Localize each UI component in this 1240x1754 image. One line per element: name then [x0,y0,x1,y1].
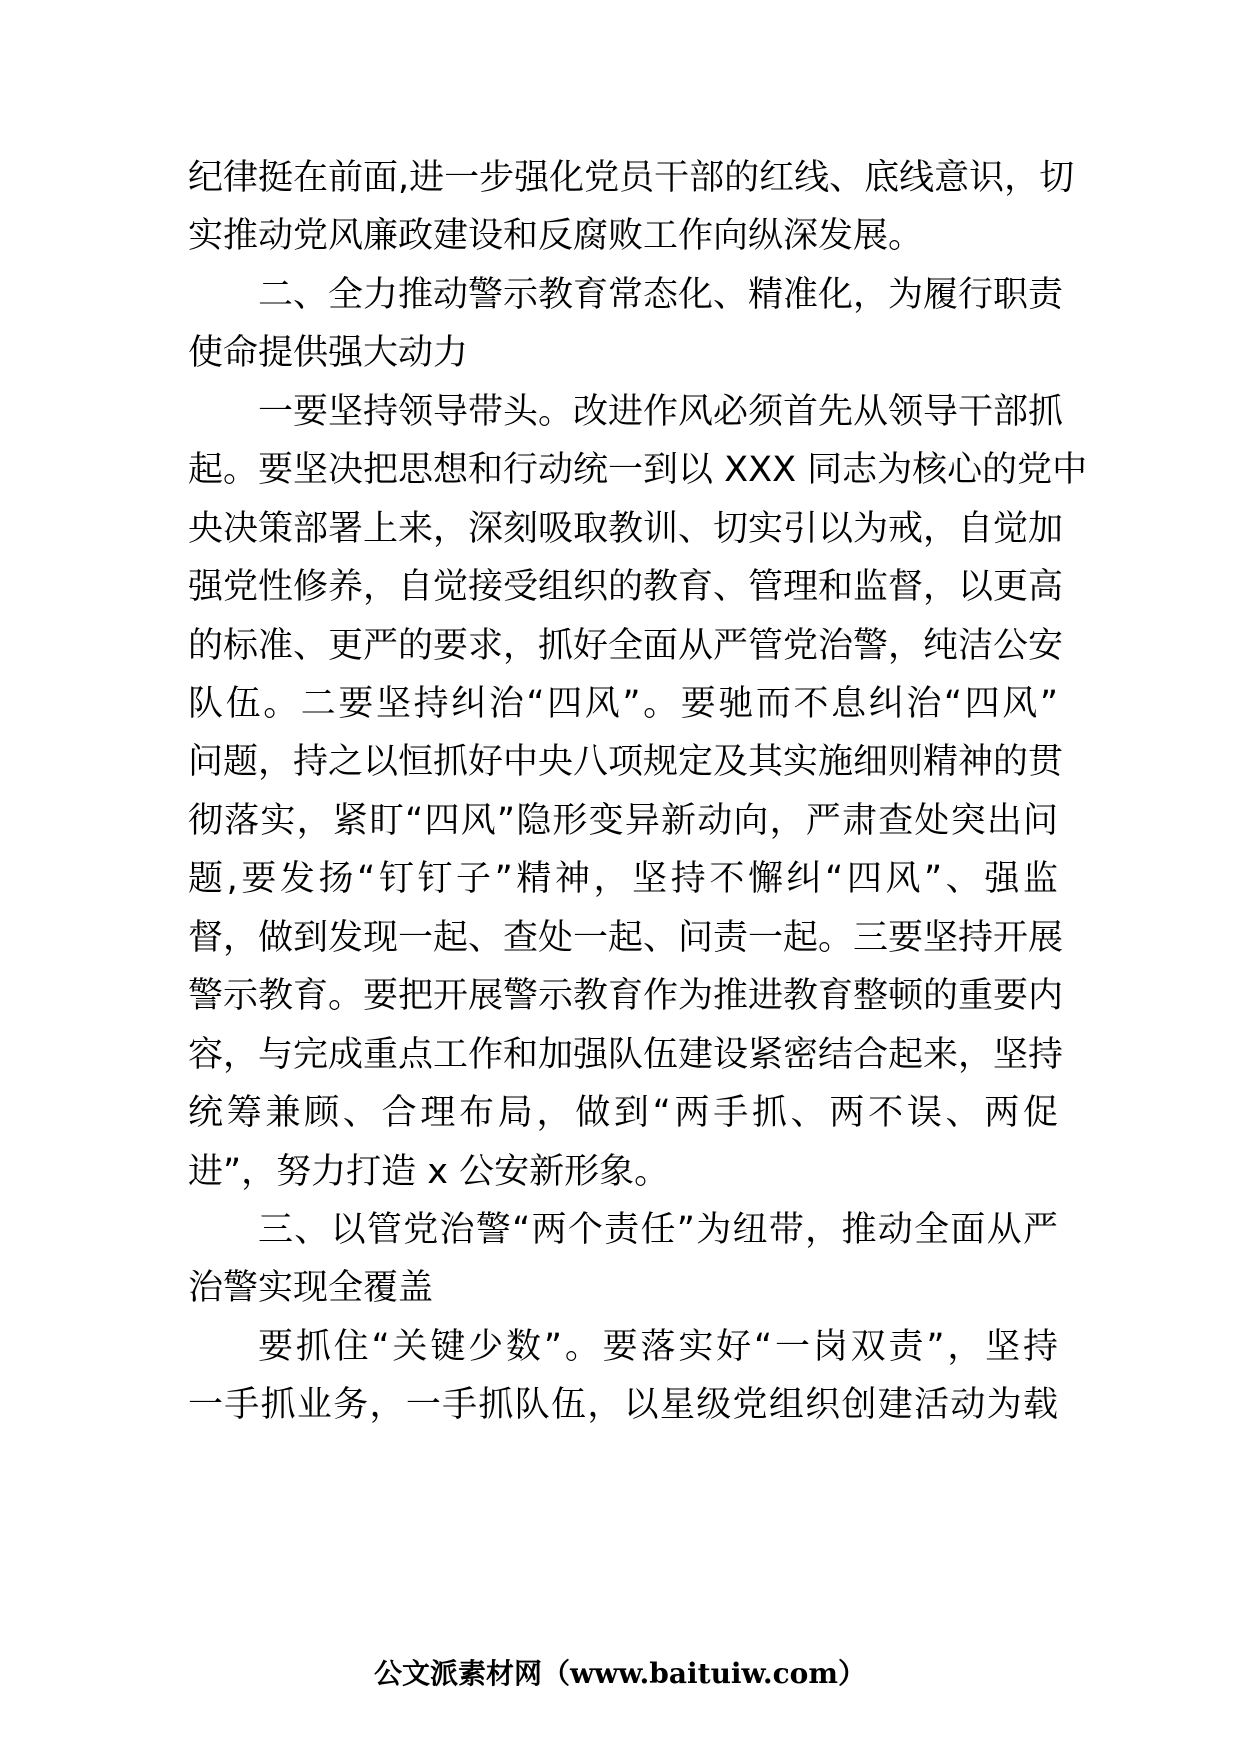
text-line: 彻落实，紧盯“四风”隐形变异新动向，严肃查处突出问 [188,801,1058,841]
text-line: 警示教育。要把开展警示教育作为推进教育整顿的重要内 [188,976,1064,1016]
text-line: 央决策部署上来，深刻吸取教训、切实引以为戒，自觉加 [188,509,1064,549]
text-line: 一要坚持领导带头。改进作风必须首先从领导干部抓 [258,392,1064,432]
text-line: 实推动党风廉政建设和反腐败工作向纵深发展。 [188,216,924,256]
section-heading-line: 治警实现全覆盖 [188,1268,434,1308]
text-line: 起。要坚决把思想和行动统一到以 XXX 同志为核心的党中 [188,450,1088,490]
section-heading-line: 使命提供强大动力 [188,333,469,373]
footer-watermark: 公文派素材网（www.baituiw.com） [374,1657,866,1690]
text-line: 纪律挺在前面,进一步强化党员干部的红线、底线意识，切 [188,158,1075,198]
text-line: 统筹兼顾、合理布局，做到“两手抓、两不误、两促 [188,1093,1058,1133]
text-line: 督，做到发现一起、查处一起、问责一起。三要坚持开展 [188,918,1064,958]
text-line: 容，与完成重点工作和加强队伍建设紧密结合起来，坚持 [188,1035,1064,1075]
text-line: 题,要发扬“钉钉子”精神，坚持不懈纠“四风”、强监 [188,859,1058,899]
text-line: 进”，努力打造 x 公安新形象。 [188,1152,670,1192]
section-heading-line: 二、全力推动警示教育常态化、精准化，为履行职责 [258,275,1064,315]
text-line: 队伍。二要坚持纠治“四风”。要驰而不息纠治“四风” [188,684,1058,724]
text-line: 问题，持之以恒抓好中央八项规定及其实施细则精神的贯 [188,742,1064,782]
text-line: 要抓住“关键少数”。要落实好“一岗双责”，坚持 [258,1327,1058,1367]
section-heading-line: 三、以管党治警“两个责任”为纽带，推动全面从严 [258,1210,1058,1250]
text-line: 的标准、更严的要求，抓好全面从严管党治警，纯洁公安 [188,626,1064,666]
text-line: 强党性修养，自觉接受组织的教育、管理和监督，以更高 [188,567,1064,607]
text-line: 一手抓业务，一手抓队伍，以星级党组织创建活动为载 [188,1385,1058,1425]
